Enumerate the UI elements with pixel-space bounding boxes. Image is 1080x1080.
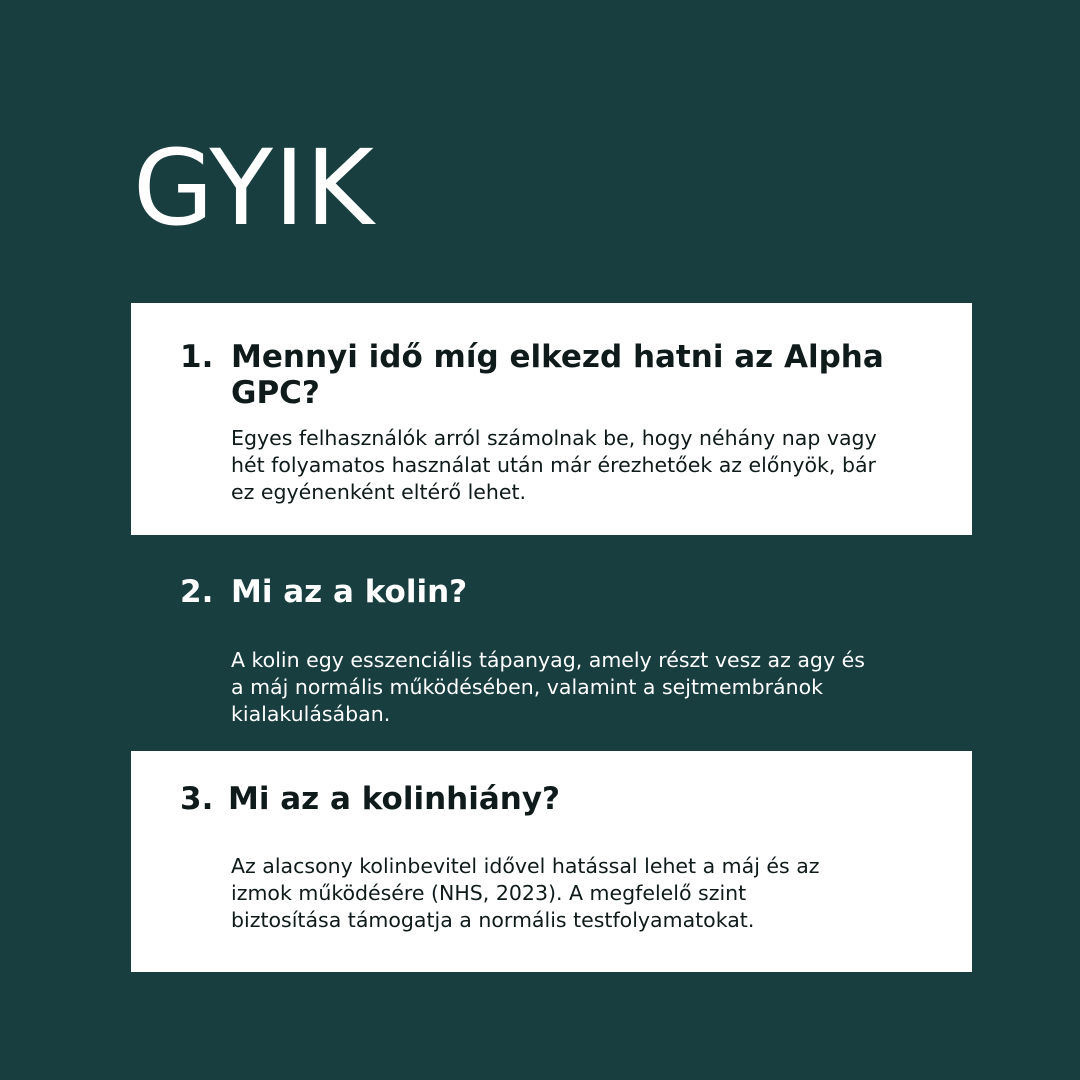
faq-question-row bbox=[180, 339, 932, 411]
faq-question: Mennyi idő míg elkezd hatni az Alpha GPC? bbox=[231, 339, 884, 411]
faq-item-1 bbox=[131, 303, 972, 535]
faq-question: Mi az a kolin? bbox=[231, 574, 468, 610]
faq-item-2 bbox=[131, 556, 972, 746]
faq-question-row bbox=[180, 781, 932, 817]
faq-answer: Az alacsony kolinbevitel idővel hatással lehet a máj és az izmok működésére (NHS, 2023). A megfelelő szint biztosítása támogatja a normális testfolyamatokat. bbox=[231, 854, 820, 932]
page-title: GYIK bbox=[133, 127, 375, 249]
faq-answer: Egyes felhasználók arról számolnak be, hogy néhány nap vagy hét folyamatos használat után már érezhetőek az előnyök, bár ez egyénenként eltérő lehet. bbox=[231, 426, 877, 504]
faq-item-3 bbox=[131, 751, 972, 972]
faq-question-row bbox=[180, 574, 932, 610]
faq-number: 1. bbox=[180, 339, 214, 375]
faq-answer: A kolin egy esszenciális tápanyag, amely részt vesz az agy és a máj normális működésében, valamint a sejtmembránok kialakulásában. bbox=[231, 648, 865, 726]
faq-number: 2. bbox=[180, 574, 214, 610]
faq-question: Mi az a kolinhiány? bbox=[228, 781, 561, 817]
faq-number: 3. bbox=[180, 781, 214, 817]
